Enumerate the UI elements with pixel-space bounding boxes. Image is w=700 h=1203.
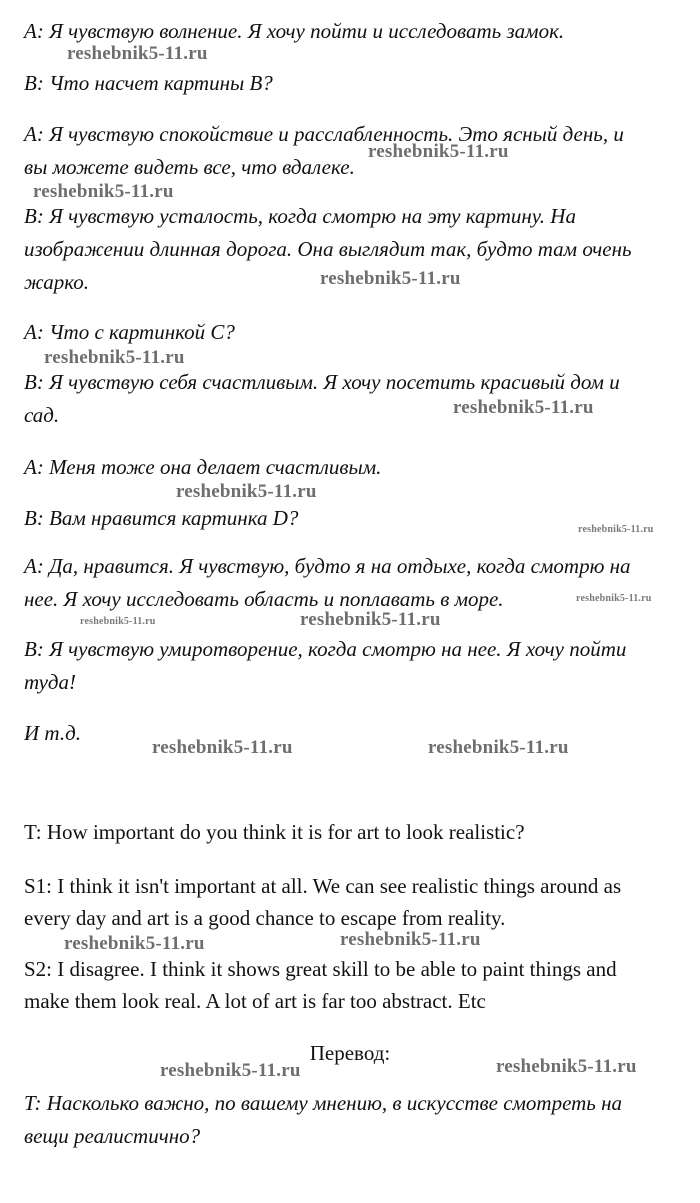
- dialog-line: B: Я чувствую умиротворение, когда смотрю на нее. Я хочу пойти: [24, 637, 627, 661]
- dialog-line: туда!: [24, 670, 77, 694]
- dialog-line: B: Я чувствую себя счастливым. Я хочу посетить красивый дом и: [24, 370, 620, 394]
- watermark: reshebnik5-11.ru: [368, 141, 509, 162]
- translation-heading: Перевод:: [309, 1041, 391, 1065]
- watermark: reshebnik5-11.ru: [496, 1056, 637, 1077]
- watermark: reshebnik5-11.ru: [320, 268, 461, 289]
- watermark: reshebnik5-11.ru: [67, 43, 208, 64]
- dialog-line: A: Я чувствую спокойствие и расслабленность. Это ясный день, и: [24, 122, 624, 146]
- dialog-line: A: Я чувствую волнение. Я хочу пойти и исследовать замок.: [24, 19, 565, 43]
- dialog-line: A: Да, нравится. Я чувствую, будто я на отдыхе, когда смотрю на: [24, 554, 631, 578]
- dialog-line: B: Вам нравится картинка D?: [24, 506, 299, 530]
- dialog-line: A: Меня тоже она делает счастливым.: [24, 455, 382, 479]
- dialog-line: B: Что насчет картины B?: [24, 71, 273, 95]
- watermark: reshebnik5-11.ru: [428, 737, 569, 758]
- dialog-line-en: make them look real. A lot of art is far too abstract. Etc: [24, 989, 486, 1013]
- dialog-line-en: T: How important do you think it is for art to look realistic?: [24, 820, 525, 844]
- watermark: reshebnik5-11.ru: [300, 609, 441, 630]
- watermark: reshebnik5-11.ru: [176, 481, 317, 502]
- dialog-line: вы можете видеть все, что вдалеке.: [24, 155, 355, 179]
- dialog-line: нее. Я хочу исследовать область и поплавать в море.: [24, 587, 504, 611]
- watermark: reshebnik5-11.ru: [64, 933, 205, 954]
- dialog-line: И т.д.: [24, 721, 81, 745]
- watermark: reshebnik5-11.ru: [160, 1060, 301, 1081]
- dialog-line: жарко.: [24, 270, 90, 294]
- watermark: reshebnik5-11.ru: [340, 929, 481, 950]
- watermark: reshebnik5-11.ru: [152, 737, 293, 758]
- dialog-line: A: Что с картинкой C?: [24, 320, 235, 344]
- watermark: reshebnik5-11.ru: [80, 616, 156, 627]
- dialog-line-en: S1: I think it isn't important at all. We can see realistic things around as: [24, 874, 622, 898]
- dialog-line: B: Я чувствую усталость, когда смотрю на эту картину. На: [24, 204, 576, 228]
- watermark: reshebnik5-11.ru: [33, 181, 174, 202]
- translation-line: T: Насколько важно, по вашему мнению, в искусстве смотреть на: [24, 1091, 623, 1115]
- dialog-line: сад.: [24, 403, 60, 427]
- dialog-line-en: S2: I disagree. I think it shows great skill to be able to paint things and: [24, 957, 617, 981]
- watermark: reshebnik5-11.ru: [576, 593, 652, 604]
- dialog-line-en: every day and art is a good chance to escape from reality.: [24, 906, 506, 930]
- dialog-line: изображении длинная дорога. Она выглядит так, будто там очень: [24, 237, 632, 261]
- watermark: reshebnik5-11.ru: [578, 524, 654, 535]
- watermark: reshebnik5-11.ru: [44, 347, 185, 368]
- translation-line: вещи реалистично?: [24, 1124, 201, 1148]
- watermark: reshebnik5-11.ru: [453, 397, 594, 418]
